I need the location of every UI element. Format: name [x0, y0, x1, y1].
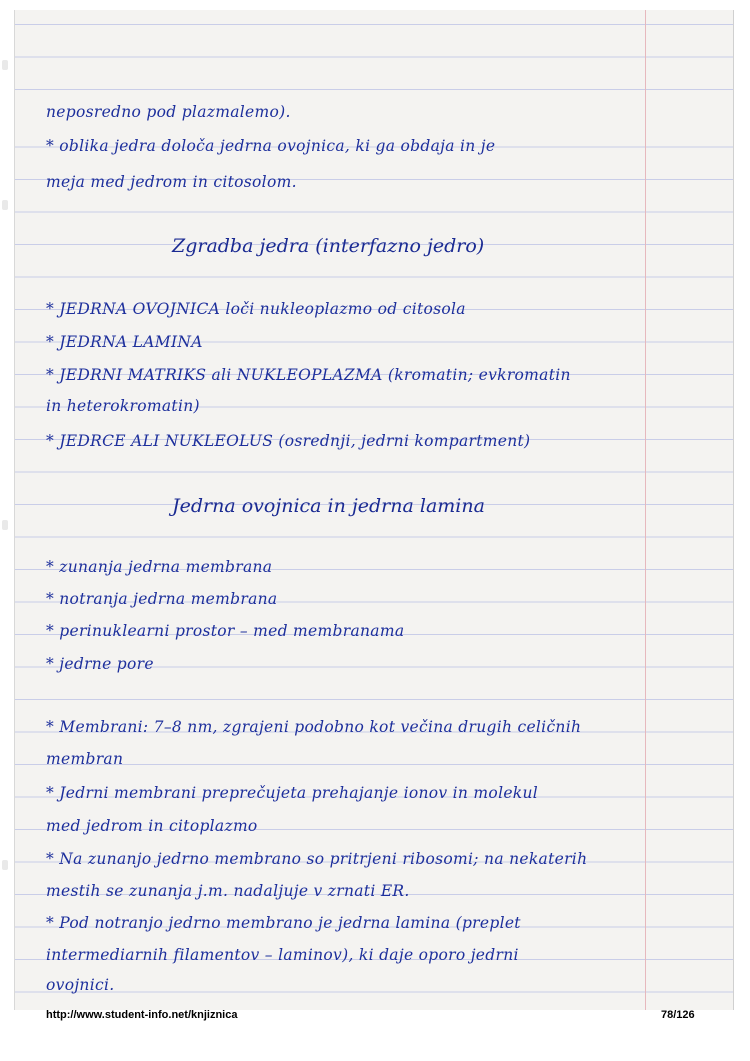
note-line: neposredno pod plazmalemo). [46, 103, 291, 121]
section-heading: Zgradba jedra (interfazno jedro) [172, 235, 485, 257]
note-line: * Jedrni membrani preprečujeta prehajanje ionov in molekul [46, 784, 539, 802]
note-line: * JEDRNA OVOJNICA loči nukleoplazmo od citosola [46, 300, 466, 318]
note-line: in heterokromatin) [46, 397, 200, 415]
note-line: * Pod notranjo jedrno membrano je jedrna lamina (preplet [46, 914, 521, 932]
note-line: meja med jedrom in citosolom. [46, 173, 297, 191]
note-line: * JEDRNA LAMINA [46, 333, 203, 351]
note-line: * JEDRCE ALI NUKLEOLUS (osrednji, jedrni kompartment) [46, 432, 531, 450]
note-line: * JEDRNI MATRIKS ali NUKLEOPLAZMA (kromatin; evkromatin [46, 366, 571, 384]
note-line: mestih se zunanja j.m. nadaljuje v zrnati ER. [46, 882, 410, 900]
binding-hole [2, 60, 8, 70]
note-line: med jedrom in citoplazmo [46, 817, 258, 835]
binding-hole [2, 520, 8, 530]
note-line: * Membrani: 7–8 nm, zgrajeni podobno kot večina drugih celičnih [46, 718, 582, 736]
note-line: * zunanja jedrna membrana [46, 558, 273, 576]
note-line: * notranja jedrna membrana [46, 590, 278, 608]
note-line: * oblika jedra določa jedrna ovojnica, ki ga obdaja in je [46, 137, 496, 155]
note-line: ovojnici. [46, 976, 115, 994]
binding-hole [2, 860, 8, 870]
margin-line [645, 10, 646, 1010]
page-number: 78/126 [661, 1009, 695, 1021]
note-line: membran [46, 750, 124, 768]
note-line: * jedrne pore [46, 655, 154, 673]
note-line: intermediarnih filamentov – laminov), ki daje oporo jedrni [46, 946, 519, 964]
section-heading: Jedrna ovojnica in jedrna lamina [172, 495, 485, 517]
source-url-link[interactable]: http://www.student-info.net/knjiznica [46, 1009, 238, 1021]
note-line: * perinuklearni prostor – med membranama [46, 622, 405, 640]
binding-hole [2, 200, 8, 210]
note-line: * Na zunanjo jedrno membrano so pritrjeni ribosomi; na nekaterih [46, 850, 588, 868]
